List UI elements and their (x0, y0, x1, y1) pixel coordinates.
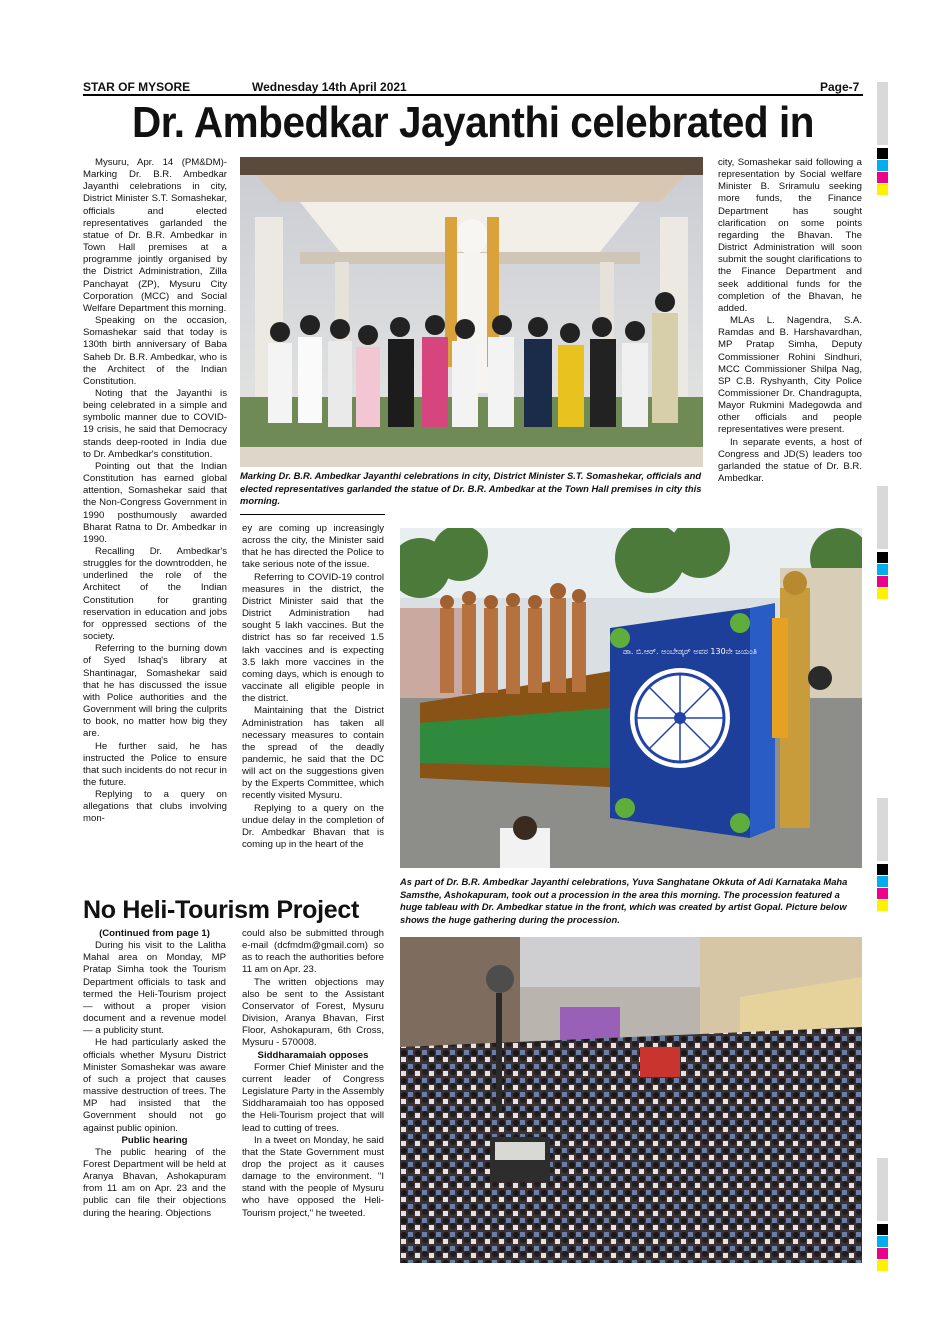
issue-date: Wednesday 14th April 2021 (252, 80, 407, 94)
registration-cyan (877, 876, 888, 887)
paragraph: He further said, he has instructed the Police to ensure that such incidents do not recur in the future. (83, 740, 227, 788)
registration-yellow (877, 900, 888, 911)
registration-cyan (877, 564, 888, 575)
photo-procession-crowd (400, 937, 862, 1263)
paragraph: Recalling Dr. Ambedkar's struggles for the downtrodden, he underlined the role of the Architect of the Indian Constitution for granting reservation in education and jobs for oppressed sections of the society. (83, 546, 227, 643)
registration-black (877, 1224, 888, 1235)
paragraph: city, Somashekar said following a representation by Social welfare Minister B. Sriramulu seeking more funds, the Finance Department has sought clarification on some points regarding the Bhavan. The District Administration will soon submit the sought clarifications to the Finance Department and seek additional funds for the completion of the Bhavan, he added. (718, 157, 862, 314)
paragraph: Pointing out that the Indian Constitution has earned global attention, Somashekar said that the Non-Congress Government in 1990 posthumously awarded Bharat Ratna to Dr. Ambedkar in 1990. (83, 460, 227, 545)
paragraph: Former Chief Minister and the current leader of Congress Legislature Party in the Assembly Siddharamaiah too has opposed the Heli-Tourism project that will lead to cutting of trees. (242, 1061, 384, 1134)
paragraph: Replying to a query on the undue delay in the completion of Dr. Ambedkar Bhavan that is coming up in the heart of the (242, 802, 384, 851)
registration-black (877, 552, 888, 563)
story1-column-2 (242, 523, 384, 851)
registration-magenta (877, 888, 888, 899)
story2-column-1 (83, 928, 226, 1220)
paragraph: Noting that the Jayanthi is being celebrated in a simple and symbolic manner due to COVID-19 crisis, he said that Democracy stands deep-rooted in India due to Dr. Ambedkar's constitution. (83, 387, 227, 460)
paragraph: Maintaining that the District Administration has taken all necessary measures to contain the spread of the deadly pandemic, he said that the DC will act on the suggestions given by the Experts Committee, which recently visited Mysuru. (242, 705, 384, 802)
registration-magenta (877, 172, 888, 183)
photo-tableau (400, 528, 862, 868)
paragraph: Referring to COVID-19 control measures in the district, the District Minister said that the District Administration had sought 5 lakh vaccines. But the district has so far received 1.5 lakh vaccines and is expecting 3.5 lakh more vaccines in the coming days, which is enough to vaccinate all eligible people in the district. (242, 571, 384, 705)
registration-magenta (877, 1248, 888, 1259)
paragraph: In separate events, a host of Congress and JD(S) leaders too garlanded the statue of Dr. B.R. Ambedkar. (718, 436, 862, 485)
paragraph: MLAs L. Nagendra, S.A. Ramdas and B. Harshavardhan, MP Pratap Simha, Deputy Commissioner Rohini Sindhuri, MCC Commissioner Shilpa Nag, SP C.B. Ryshyanth, City Police Commissioner Dr. Chandragupta, Mayor Rukmini Madegowda and other officials and people representatives were present. (718, 315, 862, 436)
story1-column-1 (83, 157, 227, 826)
story2-column-2 (242, 928, 384, 1220)
registration-cyan (877, 1236, 888, 1247)
subhead-public-hearing: Public hearing (121, 1134, 188, 1146)
registration-black (877, 148, 888, 159)
caption-photo1: Marking Dr. B.R. Ambedkar Jayanthi celebrations in city, District Minister S.T. Somashekar, officials and elected representatives garlanded the statue of Dr. B.R. Ambedkar at the Town Hall premises in city this morning. (240, 470, 702, 507)
tableau-banner: ಡಾ. ಬಿ.ಆರ್. ಅಂಬೇಡ್ಕರ್ ಅವರ 130ನೇ ಜಯಂತಿ (622, 647, 758, 656)
registration-yellow (877, 1260, 888, 1271)
headline: Dr. Ambedkar Jayanthi celebrated in (131, 98, 815, 147)
story1-column-3 (718, 157, 862, 485)
continued-note: (Continued from page 1) (99, 928, 210, 939)
registration-strip (877, 486, 888, 549)
registration-cyan (877, 160, 888, 171)
caption-photo2: As part of Dr. B.R. Ambedkar Jayanthi celebrations, Yuva Sanghatane Okkuta of Adi Karnataka Maha Samsthe, Ashokapuram, took out a procession in the area this morning. The procession featured a huge tableau with Dr. Ambedkar statue in the front, which was created by artist Gopal. Picture below shows the huge gathering during the procession. (400, 876, 848, 925)
masthead-rule (83, 94, 863, 96)
registration-yellow (877, 184, 888, 195)
paragraph: During his visit to the Lalitha Mahal area on Monday, MP Pratap Simha took the Tourism Department officials to task and termed the Heli-Tourism project — without a proper vision document and a revenue model — a publicity stunt. (83, 940, 226, 1037)
paragraph: Mysuru, Apr. 14 (PM&DM)- Marking Dr. B.R. Ambedkar Jayanthi celebrations in city, District Minister S.T. Somashekar, officials and elected representatives garlanded the statue of Dr. B.R. Ambedkar in Town Hall premises at a programme jointly organised by the District Administration, Zilla Panchayat (ZP), Mysuru City Corporation (MCC) and Social Welfare Department this morning. (83, 157, 227, 314)
paragraph: In a tweet on Monday, he said that the State Government must drop the project as it causes damage to the environment. "I stand with the people of Mysuru who have opposed the Heli-Tourism project," he tweeted. (242, 1134, 384, 1219)
paragraph: Referring to the burning down of Syed Ishaq's library at Shantinagar, Somashekar said that he has discussed the issue with Police authorities and the Government will bring the culprits to book, no matter how big they are. (83, 643, 227, 740)
registration-strip (877, 1158, 888, 1221)
paragraph: The public hearing of the Forest Department will be held at Aranya Bhavan, Ashokapuram from 11 am on Apr. 23 and the public can file their objections during the hearing. Objections (83, 1146, 226, 1219)
paper-name: STAR OF MYSORE (83, 80, 191, 94)
paragraph: Speaking on the occasion, Somashekar said that today is 130th birth anniversary of Baba Saheb Dr. B.R. Ambedkar, who is the Architect of the Indian Constitution. (83, 315, 227, 387)
registration-black (877, 864, 888, 875)
caption-underline (240, 514, 385, 515)
paragraph: ey are coming up increasingly across the city, the Minister said that he has directed the Police to take serious note of the issue. (242, 523, 384, 571)
registration-strip (877, 82, 888, 145)
photo-statue-garlanding (240, 157, 703, 467)
page-number: Page-7 (820, 80, 860, 94)
registration-yellow (877, 588, 888, 599)
paragraph: Replying to a query on allegations that clubs involving mon- (83, 789, 227, 825)
paragraph: The written objections may also be sent to the Assistant Conservator of Forest, Mysuru Division, Aranya Bhavan, First Floor, Ashokapuram, 6th Cross, Mysuru - 570008. (242, 976, 384, 1049)
story2-title: No Heli-Tourism Project (83, 896, 360, 924)
registration-magenta (877, 576, 888, 587)
paragraph: could also be submitted through e-mail (dcfmdm@gmail.com) so as to reach the authorities before 11 am on Apr. 23. (242, 928, 384, 976)
subhead-siddharamaiah: Siddharamaiah opposes (257, 1049, 369, 1061)
paragraph: He had particularly asked the officials whether Mysuru District Minister Somashekar was aware of such a project that causes massive destruction of trees. The MP had insisted that the Government should not go against public opinion. (83, 1037, 226, 1134)
registration-strip (877, 798, 888, 861)
